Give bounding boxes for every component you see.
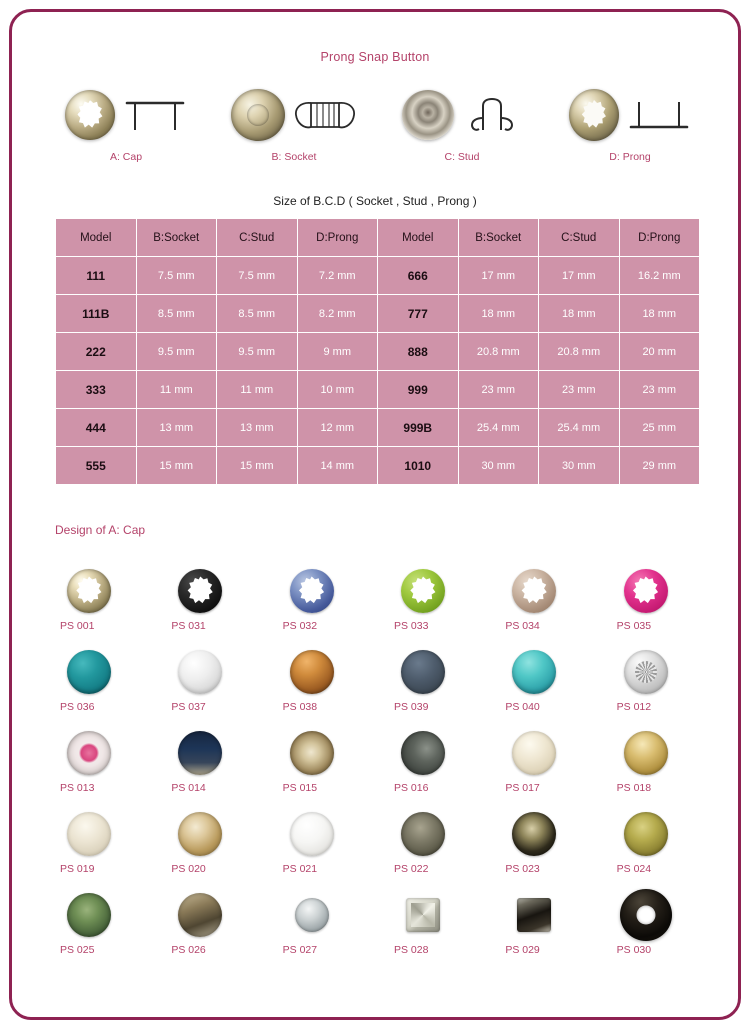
design-item[interactable] (44, 564, 155, 645)
part-cap (42, 84, 210, 174)
cap-button-image[interactable] (512, 650, 556, 694)
design-item-label: PS 014 (171, 782, 206, 794)
thumbnail-wrap (169, 645, 231, 699)
thumbnail-wrap (281, 888, 343, 942)
column-header: Model (378, 219, 459, 257)
thumbnail-wrap (58, 645, 120, 699)
cap-button-image[interactable] (401, 731, 445, 775)
measurement-cell: 17 mm (539, 257, 620, 295)
thumbnail-wrap (281, 807, 343, 861)
cap-button-image[interactable] (290, 812, 334, 856)
table-row (56, 447, 700, 485)
model-cell: 1010 (378, 447, 459, 485)
design-item[interactable] (601, 645, 712, 726)
model-cell: 444 (56, 409, 137, 447)
design-item-label: PS 019 (60, 863, 95, 875)
cap-button-image[interactable] (401, 812, 445, 856)
thumbnail-wrap (392, 726, 454, 780)
cap-button-image[interactable] (178, 731, 222, 775)
size-section-heading: Size of B.C.D ( Socket , Stud , Prong ) (273, 194, 477, 208)
measurement-cell: 11 mm (136, 371, 217, 409)
measurement-cell: 10 mm (297, 371, 378, 409)
design-item-label: PS 001 (60, 620, 95, 632)
design-item[interactable] (44, 645, 155, 726)
measurement-cell: 18 mm (539, 295, 620, 333)
design-item-label: PS 033 (394, 620, 429, 632)
design-item-label: PS 031 (171, 620, 206, 632)
cap-button-image[interactable] (67, 731, 111, 775)
thumbnail-wrap (169, 564, 231, 618)
measurement-cell: 15 mm (136, 447, 217, 485)
measurement-cell: 23 mm (539, 371, 620, 409)
measurement-cell: 7.2 mm (297, 257, 378, 295)
cap-button-image[interactable] (401, 569, 445, 613)
column-header: C:Stud (217, 219, 298, 257)
measurement-cell: 13 mm (217, 409, 298, 447)
model-cell: 777 (378, 295, 459, 333)
part-stud (378, 84, 546, 174)
cap-button-image[interactable] (624, 731, 668, 775)
stud-diagram (462, 96, 522, 134)
model-cell: 111 (56, 257, 137, 295)
design-item[interactable] (155, 564, 266, 645)
part-label: D: Prong (609, 151, 651, 163)
thumbnail-wrap (281, 645, 343, 699)
thumbnail-wrap (615, 645, 677, 699)
thumbnail-wrap (58, 807, 120, 861)
measurement-cell: 18 mm (458, 295, 539, 333)
design-item[interactable] (489, 645, 600, 726)
measurement-cell: 9 mm (297, 333, 378, 371)
thumbnail-wrap (503, 726, 565, 780)
design-item[interactable] (155, 807, 266, 888)
cap-button-image[interactable] (620, 889, 672, 941)
measurement-cell: 8.2 mm (297, 295, 378, 333)
column-header: D:Prong (297, 219, 378, 257)
stud-photo (402, 90, 454, 140)
design-item[interactable] (601, 564, 712, 645)
floral-motif (635, 661, 657, 683)
design-item-label: PS 016 (394, 782, 429, 794)
design-item[interactable] (267, 726, 378, 807)
page-title: Prong Snap Button (320, 50, 430, 64)
design-item-label: PS 032 (282, 620, 318, 632)
measurement-cell: 23 mm (619, 371, 700, 409)
table-row (56, 409, 700, 447)
cap-button-image[interactable] (67, 569, 111, 613)
cap-design-grid (44, 564, 712, 969)
pyramid-face (411, 903, 435, 927)
prong-diagram (627, 97, 691, 133)
part-label: A: Cap (109, 151, 143, 163)
measurement-cell: 16.2 mm (619, 257, 700, 295)
design-item[interactable] (489, 807, 600, 888)
design-item[interactable] (155, 888, 266, 969)
model-cell: 666 (378, 257, 459, 295)
design-item-label: PS 017 (505, 782, 540, 794)
table-header-row (56, 219, 700, 257)
design-item-label: PS 029 (505, 944, 540, 956)
measurement-cell: 25 mm (619, 409, 700, 447)
measurement-cell: 25.4 mm (539, 409, 620, 447)
part-label: B: Socket (271, 151, 317, 163)
design-item-label: PS 018 (616, 782, 652, 794)
part-socket (210, 84, 378, 174)
design-item[interactable] (267, 564, 378, 645)
thumbnail-wrap (169, 807, 231, 861)
cap-button-image[interactable] (624, 650, 668, 694)
thumbnail-wrap (169, 888, 231, 942)
column-header: Model (56, 219, 137, 257)
design-item-label: PS 038 (282, 701, 318, 713)
cap-button-image[interactable] (512, 812, 556, 856)
measurement-cell: 17 mm (458, 257, 539, 295)
measurement-cell: 18 mm (619, 295, 700, 333)
model-cell: 333 (56, 371, 137, 409)
design-item-label: PS 030 (616, 944, 652, 956)
cap-button-image[interactable] (290, 731, 334, 775)
size-table (55, 218, 700, 485)
design-item[interactable] (489, 564, 600, 645)
design-item[interactable] (601, 888, 712, 969)
design-section-heading: Design of A: Cap (55, 523, 146, 537)
design-item-label: PS 020 (171, 863, 206, 875)
socket-diagram (293, 98, 357, 132)
design-item-label: PS 025 (60, 944, 95, 956)
measurement-cell: 11 mm (217, 371, 298, 409)
parts-overview (42, 84, 714, 174)
design-item-label: PS 028 (394, 944, 429, 956)
design-item[interactable] (155, 726, 266, 807)
design-item[interactable] (378, 564, 489, 645)
cap-button-image[interactable] (295, 898, 329, 932)
design-item-label: PS 036 (60, 701, 95, 713)
cap-button-image[interactable] (178, 812, 222, 856)
design-item-label: PS 027 (282, 944, 318, 956)
design-item-label: PS 039 (394, 701, 429, 713)
thumbnail-wrap (615, 807, 677, 861)
model-cell: 111B (56, 295, 137, 333)
measurement-cell: 13 mm (136, 409, 217, 447)
design-item-label: PS 015 (282, 782, 318, 794)
thumbnail-wrap (392, 645, 454, 699)
design-item-label: PS 013 (60, 782, 95, 794)
table-row (56, 257, 700, 295)
thumbnail-wrap (392, 888, 454, 942)
measurement-cell: 20.8 mm (539, 333, 620, 371)
table-row (56, 295, 700, 333)
design-item[interactable] (601, 807, 712, 888)
cap-button-image[interactable] (512, 731, 556, 775)
thumbnail-wrap (281, 726, 343, 780)
design-item[interactable] (267, 807, 378, 888)
measurement-cell: 30 mm (539, 447, 620, 485)
cap-button-image[interactable] (512, 569, 556, 613)
column-header: C:Stud (539, 219, 620, 257)
cap-button-image[interactable] (178, 569, 222, 613)
cap-button-image[interactable] (67, 812, 111, 856)
measurement-cell: 15 mm (217, 447, 298, 485)
design-item[interactable] (378, 726, 489, 807)
design-item[interactable] (44, 726, 155, 807)
cap-button-image[interactable] (67, 650, 111, 694)
part-prong (546, 84, 714, 174)
part-label: C: Stud (444, 151, 480, 163)
prong-photo (569, 89, 619, 141)
measurement-cell: 29 mm (619, 447, 700, 485)
measurement-cell: 7.5 mm (136, 257, 217, 295)
cap-button-image[interactable] (67, 893, 111, 937)
column-header: B:Socket (458, 219, 539, 257)
page-frame (9, 9, 741, 1020)
thumbnail-wrap (392, 807, 454, 861)
thumbnail-wrap (503, 888, 565, 942)
cap-button-image[interactable] (624, 569, 668, 613)
flower-motif (79, 743, 99, 763)
measurement-cell: 14 mm (297, 447, 378, 485)
measurement-cell: 20 mm (619, 333, 700, 371)
cap-button-image[interactable] (517, 898, 551, 932)
cap-button-image[interactable] (178, 893, 222, 937)
model-cell: 999B (378, 409, 459, 447)
design-item[interactable] (601, 726, 712, 807)
thumbnail-wrap (503, 564, 565, 618)
measurement-cell: 8.5 mm (136, 295, 217, 333)
cap-button-image[interactable] (406, 898, 440, 932)
design-item[interactable] (489, 726, 600, 807)
design-item[interactable] (378, 807, 489, 888)
ring-hole (636, 906, 655, 925)
model-cell: 888 (378, 333, 459, 371)
thumbnail-wrap (58, 726, 120, 780)
design-item[interactable] (267, 888, 378, 969)
design-item-label: PS 023 (505, 863, 540, 875)
design-item[interactable] (378, 645, 489, 726)
design-item-label: PS 040 (505, 701, 540, 713)
cap-button-image[interactable] (624, 812, 668, 856)
column-header: D:Prong (619, 219, 700, 257)
cap-button-image[interactable] (178, 650, 222, 694)
design-item[interactable] (378, 888, 489, 969)
measurement-cell: 25.4 mm (458, 409, 539, 447)
thumbnail-wrap (58, 564, 120, 618)
measurement-cell: 8.5 mm (217, 295, 298, 333)
column-header: B:Socket (136, 219, 217, 257)
design-item-label: PS 037 (171, 701, 206, 713)
cap-photo (65, 90, 115, 140)
design-item[interactable] (44, 807, 155, 888)
measurement-cell: 7.5 mm (217, 257, 298, 295)
table-row (56, 371, 700, 409)
thumbnail-wrap (615, 726, 677, 780)
cap-diagram (123, 97, 187, 133)
measurement-cell: 9.5 mm (136, 333, 217, 371)
model-cell: 222 (56, 333, 137, 371)
measurement-cell: 30 mm (458, 447, 539, 485)
design-item-label: PS 034 (505, 620, 540, 632)
measurement-cell: 9.5 mm (217, 333, 298, 371)
thumbnail-wrap (503, 645, 565, 699)
thumbnail-wrap (503, 807, 565, 861)
model-cell: 555 (56, 447, 137, 485)
cap-button-image[interactable] (401, 650, 445, 694)
model-cell: 999 (378, 371, 459, 409)
thumbnail-wrap (58, 888, 120, 942)
design-item-label: PS 024 (616, 863, 652, 875)
thumbnail-wrap (169, 726, 231, 780)
design-item[interactable] (267, 645, 378, 726)
socket-photo (231, 89, 285, 141)
thumbnail-wrap (615, 564, 677, 618)
table-row (56, 333, 700, 371)
design-item-label: PS 035 (616, 620, 652, 632)
design-item[interactable] (44, 888, 155, 969)
thumbnail-wrap (392, 564, 454, 618)
cap-button-image[interactable] (290, 650, 334, 694)
thumbnail-wrap (281, 564, 343, 618)
design-item-label: PS 012 (616, 701, 652, 713)
design-item-label: PS 026 (171, 944, 206, 956)
design-item-label: PS 022 (394, 863, 429, 875)
design-item[interactable] (155, 645, 266, 726)
measurement-cell: 12 mm (297, 409, 378, 447)
measurement-cell: 20.8 mm (458, 333, 539, 371)
thumbnail-wrap (615, 888, 677, 942)
design-item[interactable] (489, 888, 600, 969)
measurement-cell: 23 mm (458, 371, 539, 409)
cap-button-image[interactable] (290, 569, 334, 613)
design-item-label: PS 021 (282, 863, 318, 875)
